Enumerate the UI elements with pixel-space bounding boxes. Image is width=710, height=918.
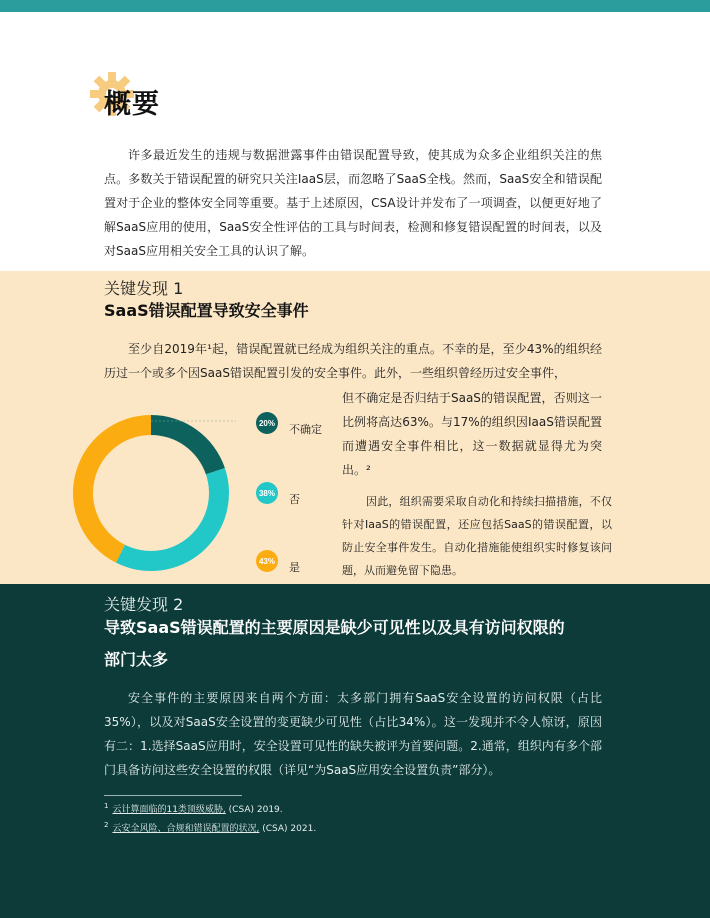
footnote-link[interactable]: 云计算面临的11类顶级威胁, bbox=[112, 805, 226, 815]
finding2-title-line1: 导致SaaS错误配置的主要原因是缺少可见性以及具有访问权限的 bbox=[104, 618, 565, 637]
finding1-title: SaaS错误配置导致安全事件 bbox=[104, 301, 309, 320]
data-label: 20% bbox=[256, 412, 278, 434]
finding1-paragraph: 至少自2019年¹起，错误配置就已经成为组织关注的重点。不幸的是，至少43%的组织经历过一个或多个因SaaS错误配置引发的安全事件。此外，一些组织曾经历过安全事件， bbox=[104, 342, 602, 380]
legend-label: 是 bbox=[289, 561, 300, 574]
top-accent-bar bbox=[0, 0, 710, 12]
donut-slice bbox=[116, 468, 229, 571]
finding2-label: 关键发现 2 bbox=[104, 595, 184, 614]
donut-slice bbox=[73, 415, 151, 563]
legend-label: 不确定 bbox=[289, 423, 322, 436]
overview-paragraph: 许多最近发生的违规与数据泄露事件由错误配置导致，使其成为众多企业组织关注的焦点。多数关于错误配置的研究只关注IaaS层，而忽略了SaaS全栈。然而，SaaS安全和错误配置对于企业的整体安全同等重要。基于上述原因，CSA设计并发布了一项调查，以便更好地了解SaaS应用的使用，SaaS安全性评估的工具与时间表，检测和修复错误配置的时间表，以及对SaaS应用相关安全工具的认识了解。 bbox=[104, 148, 602, 258]
footnote-source: (CSA) 2019. bbox=[225, 805, 283, 815]
footnote-marker: 1 bbox=[104, 802, 109, 810]
finding2-title bbox=[104, 612, 604, 676]
page-title: 概要 bbox=[104, 89, 160, 120]
footnote-2 bbox=[104, 821, 316, 834]
data-label: 38% bbox=[256, 482, 278, 504]
donut-chart bbox=[66, 408, 236, 578]
finding2-paragraph: 安全事件的主要原因来自两个方面：太多部门拥有SaaS安全设置的访问权限（占比35%），以及对SaaS安全设置的变更缺少可见性（占比34%）。这一发现并不令人惊讶，原因有二：1.选择SaaS应用时，安全设置可见性的缺失被评为首要问题。2.通常，组织内有多个部门具备访问这些安全设置的权限（详见“为SaaS应用安全设置负责”部分）。 bbox=[104, 691, 602, 777]
footnote-divider bbox=[104, 795, 242, 796]
data-label: 43% bbox=[256, 550, 278, 572]
finding1-side-paragraph: 但不确定是否归结于SaaS的错误配置，否则这一比例将高达63%。与17%的组织因IaaS错误配置而遭遇安全事件相比，这一数据就显得尤为突出。² bbox=[342, 391, 602, 477]
footnote-link[interactable]: 云安全风险、合规和错误配置的状况, bbox=[112, 824, 260, 834]
finding2-title-line2: 部门太多 bbox=[104, 650, 169, 669]
footnote-source: (CSA) 2021. bbox=[259, 824, 317, 834]
legend-label: 否 bbox=[289, 493, 300, 506]
finding1-label: 关键发现 1 bbox=[104, 279, 184, 298]
footnote-1 bbox=[104, 802, 283, 815]
finding1-side-paragraph-2: 因此，组织需要采取自动化和持续扫描措施，不仅针对IaaS的错误配置，还应包括SaaS的错误配置，以防止安全事件发生。自动化措施能使组织实时修复该问题，从而避免留下隐患。 bbox=[342, 495, 612, 577]
donut-slice bbox=[151, 415, 225, 474]
footnote-marker: 2 bbox=[104, 821, 109, 829]
